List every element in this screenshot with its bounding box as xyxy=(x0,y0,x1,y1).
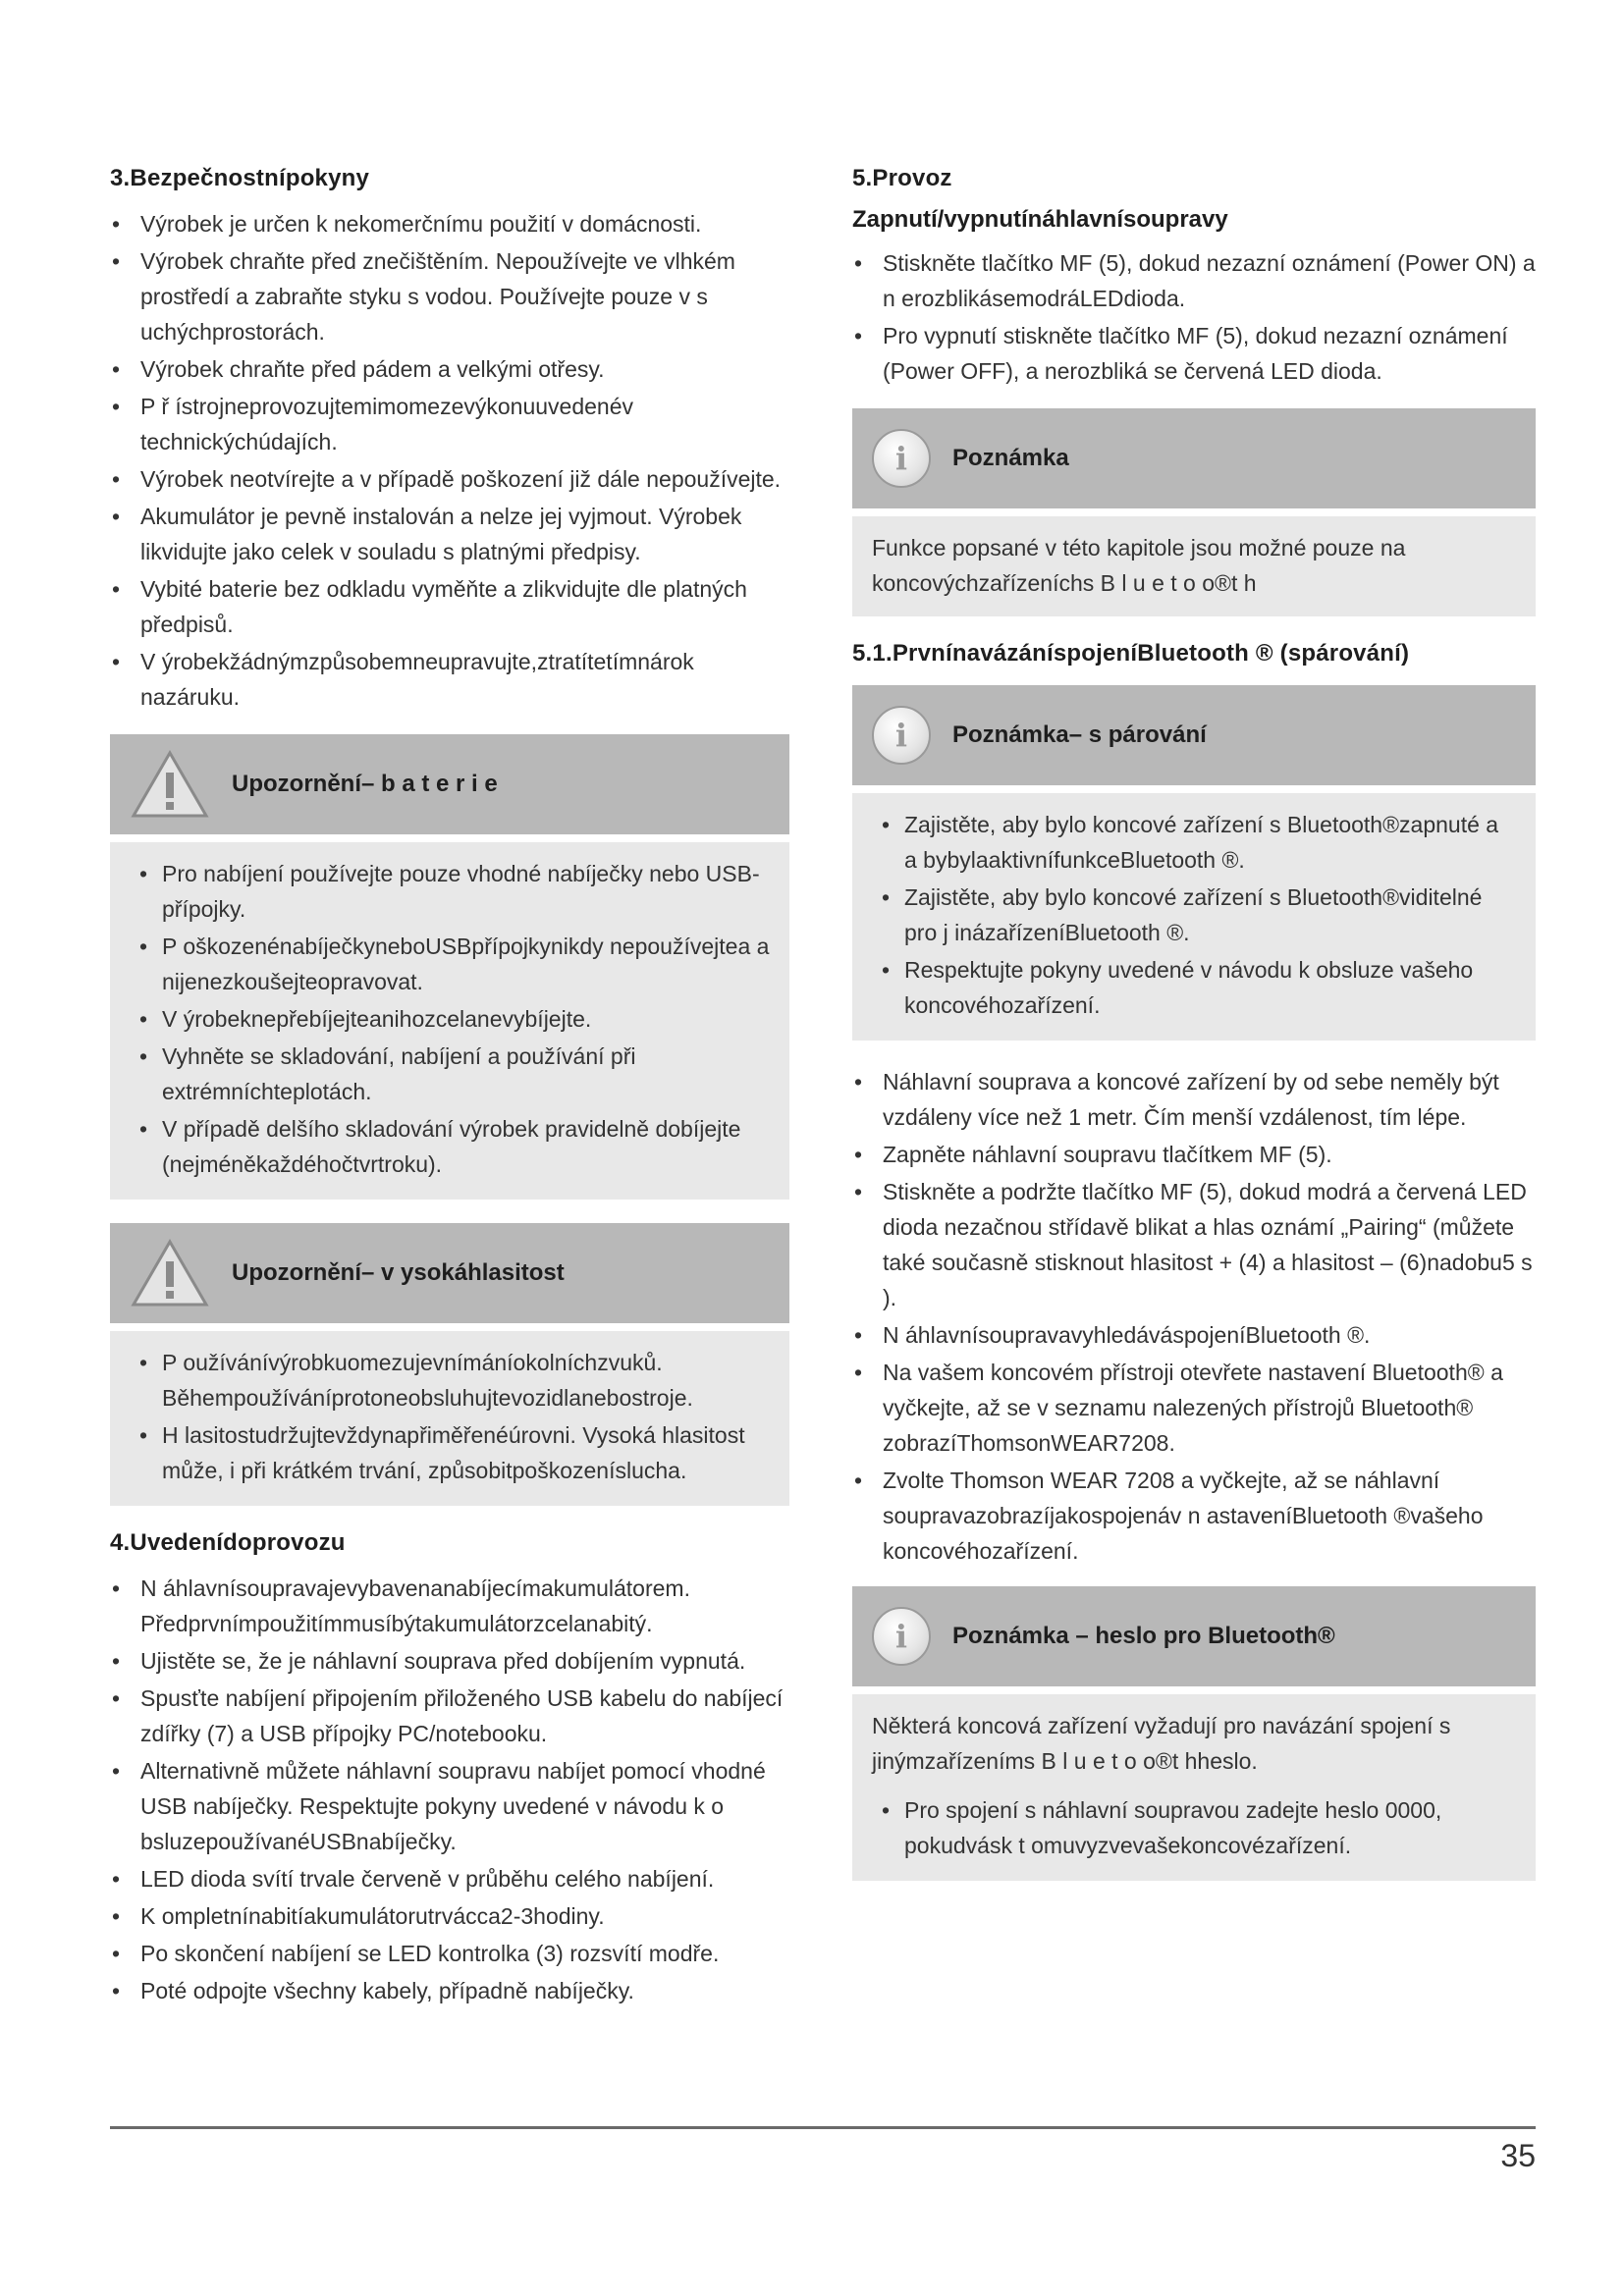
info-icon: i xyxy=(872,1607,931,1666)
pairing-steps-list xyxy=(852,1064,1536,1569)
list-item: • Náhlavní souprava a koncové zařízení by od sebe neměly být vzdáleny více než 1 metr. Čím menší vzdálenost, tím lépe. xyxy=(852,1064,1536,1135)
list-item: • Na vašem koncovém přístroji otevřete nastavení Bluetooth® a vyčkejte, až se v seznamu nalezených přístrojů Bluetooth® zobrazíThomsonWEAR7208. xyxy=(852,1355,1536,1461)
list-item: • Vyhněte se skladování, nabíjení a používání při extrémníchteplotách. xyxy=(130,1039,770,1109)
list-item: • Zapněte náhlavní soupravu tlačítkem MF (5). xyxy=(852,1137,1536,1172)
right-column xyxy=(852,165,1536,1904)
note-text: Funkce popsané v této kapitole jsou možné pouze na koncovýchzařízeníchs B l u e t o o®t h xyxy=(872,535,1406,596)
volume-warning-title: Upozornění– v ysokáhlasitost xyxy=(232,1259,565,1286)
list-item: • K ompletnínabitíakumulátorutrvácca2-3hodiny. xyxy=(110,1898,789,1934)
pairing-note-box xyxy=(852,685,1536,1041)
volume-warning-header xyxy=(110,1223,789,1323)
list-item: • Stiskněte tlačítko MF (5), dokud nezazní oznámení (Power ON) a n erozblikásemodráLEDdioda. xyxy=(852,245,1536,316)
password-note-box xyxy=(852,1586,1536,1881)
list-item: • Pro nabíjení používejte pouze vhodné nabíječky nebo USB-přípojky. xyxy=(130,856,770,927)
safety-list xyxy=(110,206,789,715)
list-item: • Výrobek je určen k nekomerčnímu použití v domácnosti. xyxy=(110,206,789,241)
info-icon: i xyxy=(872,429,931,488)
list-item: • Výrobek chraňte před pádem a velkými otřesy. xyxy=(110,351,789,387)
battery-warning-header xyxy=(110,734,789,834)
volume-warning-list xyxy=(130,1345,770,1488)
list-item: • Zvolte Thomson WEAR 7208 a vyčkejte, až se náhlavní soupravazobrazíjakospojenáv n astaveníBluetooth ®vašeho koncovéhozařízení. xyxy=(852,1463,1536,1569)
footer-divider xyxy=(110,2126,1536,2129)
list-item: • Zajistěte, aby bylo koncové zařízení s Bluetooth®zapnuté a a bybylaaktivnífunkceBluetooth ®. xyxy=(872,807,1516,878)
password-note-title: Poznámka – heslo pro Bluetooth® xyxy=(952,1623,1335,1649)
password-note-header xyxy=(852,1586,1536,1686)
battery-warning-title: Upozornění– b a t e r i e xyxy=(232,771,498,797)
list-item: • Vybité baterie bez odkladu vyměňte a zlikvidujte dle platných předpisů. xyxy=(110,571,789,642)
volume-warning-box xyxy=(110,1223,789,1506)
list-item: • V ýrobeknepřebíjejteanihozcelanevybíjejte. xyxy=(130,1001,770,1037)
volume-warning-body xyxy=(110,1331,789,1506)
startup-list xyxy=(110,1571,789,2008)
list-item: • Stiskněte a podržte tlačítko MF (5), dokud modrá a červená LED dioda nezačnou střídavě blikat a hlas oznámí „Pairing“ (můžete také současně stisknout hlasitost + (4) a hlasitost – (6)nadobu5 s ). xyxy=(852,1174,1536,1315)
battery-warning-body xyxy=(110,842,789,1200)
pairing-note-list xyxy=(872,807,1516,1023)
operation-heading: 5.Provoz xyxy=(852,165,952,191)
list-item: • Zajistěte, aby bylo koncové zařízení s Bluetooth®viditelné pro j inázařízeníBluetooth ®. xyxy=(872,880,1516,950)
list-item: • Po skončení nabíjení se LED kontrolka (3) rozsvítí modře. xyxy=(110,1936,789,1971)
list-item: • V ýrobekžádnýmzpůsobemneupravujte,ztratítetímnárok nazáruku. xyxy=(110,644,789,715)
password-note-list xyxy=(872,1792,1516,1863)
list-item: • P oškozenénabíječkyneboUSBpřípojkynikdy nepoužívejtea a nijenezkoušejteopravovat. xyxy=(130,929,770,999)
warning-triangle-icon xyxy=(130,1238,210,1308)
list-item: • Spusťte nabíjení připojením přiloženého USB kabelu do nabíjecí zdířky (7) a USB přípojky PC/notebooku. xyxy=(110,1681,789,1751)
list-item: • Poté odpojte všechny kabely, případně nabíječky. xyxy=(110,1973,789,2008)
list-item: • LED dioda svítí trvale červeně v průběhu celého nabíjení. xyxy=(110,1861,789,1896)
list-item: • V případě delšího skladování výrobek pravidelně dobíjejte (nejméněkaždéhočtvrtroku). xyxy=(130,1111,770,1182)
list-item: • Pro vypnutí stiskněte tlačítko MF (5), dokud nezazní oznámení (Power OFF), a nerozbliká se červená LED dioda. xyxy=(852,318,1536,389)
pairing-note-body xyxy=(852,793,1536,1041)
battery-warning-box xyxy=(110,734,789,1200)
pairing-note-header xyxy=(852,685,1536,785)
operation-section xyxy=(852,165,1536,389)
safety-heading: 3.Bezpečnostnípokyny xyxy=(110,165,370,191)
list-item: • Ujistěte se, že je náhlavní souprava před dobíjením vypnutá. xyxy=(110,1643,789,1679)
battery-warning-list xyxy=(130,856,770,1182)
pairing-heading: 5.1.PrvnínavázáníspojeníBluetooth ® (spárování) xyxy=(852,640,1410,667)
list-item: • Výrobek chraňte před znečištěním. Nepoužívejte ve vlhkém prostředí a zabraňte styku s vodou. Používejte pouze v s uchýchprostorách. xyxy=(110,243,789,349)
note-body xyxy=(852,516,1536,616)
list-item: • P oužívánívýrobkuomezujevnímáníokolníchzvuků. Běhempoužíváníprotoneobsluhujtevozidlanebostroje. xyxy=(130,1345,770,1415)
page-number: 35 xyxy=(1500,2138,1536,2173)
left-column xyxy=(110,165,789,2028)
list-item: • N áhlavnísoupravavyhledáváspojeníBluetooth ®. xyxy=(852,1317,1536,1353)
power-list xyxy=(852,245,1536,389)
list-item: • N áhlavnísoupravajevybavenanabíjecímakumulátorem. Předprvnímpoužitímmusíbýtakumulátorzcelanabitý. xyxy=(110,1571,789,1641)
password-note-text: Některá koncová zařízení vyžadují pro navázání spojení s jinýmzařízeníms B l u e t o o®t hheslo. xyxy=(872,1713,1451,1774)
password-note-body xyxy=(852,1694,1536,1881)
info-icon: i xyxy=(872,706,931,765)
list-item: • Respektujte pokyny uvedené v návodu k obsluze vašeho koncovéhozařízení. xyxy=(872,952,1516,1023)
warning-triangle-icon xyxy=(130,749,210,820)
list-item: • P ř ístrojneprovozujtemimomezevýkonuuvedenév technickýchúdajích. xyxy=(110,389,789,459)
pairing-note-title: Poznámka– s párování xyxy=(952,721,1207,748)
safety-section xyxy=(110,165,789,715)
startup-section xyxy=(110,1529,789,2008)
startup-heading: 4.Uvedenídoprovozu xyxy=(110,1529,346,1556)
list-item: • H lasitostudržujtevždynapřiměřenéúrovni. Vysoká hlasitost může, i při krátkém trvání, způsobitpoškozeníslucha. xyxy=(130,1417,770,1488)
note-header xyxy=(852,408,1536,508)
list-item: • Pro spojení s náhlavní soupravou zadejte heslo 0000, pokudvásk t omuvyzvevašekoncovézařízení. xyxy=(872,1792,1516,1863)
list-item: • Alternativně můžete náhlavní soupravu nabíjet pomocí vhodné USB nabíječky. Respektujte pokyny uvedené v návodu k o bsluzepoužívanéUSBnabíječky. xyxy=(110,1753,789,1859)
note-box xyxy=(852,408,1536,616)
list-item: • Výrobek neotvírejte a v případě poškození již dále nepoužívejte. xyxy=(110,461,789,497)
power-subheading: Zapnutí/vypnutínáhlavnísoupravy xyxy=(852,206,1228,233)
list-item: • Akumulátor je pevně instalován a nelze jej vyjmout. Výrobek likvidujte jako celek v souladu s platnými předpisy. xyxy=(110,499,789,569)
note-title: Poznámka xyxy=(952,445,1069,471)
